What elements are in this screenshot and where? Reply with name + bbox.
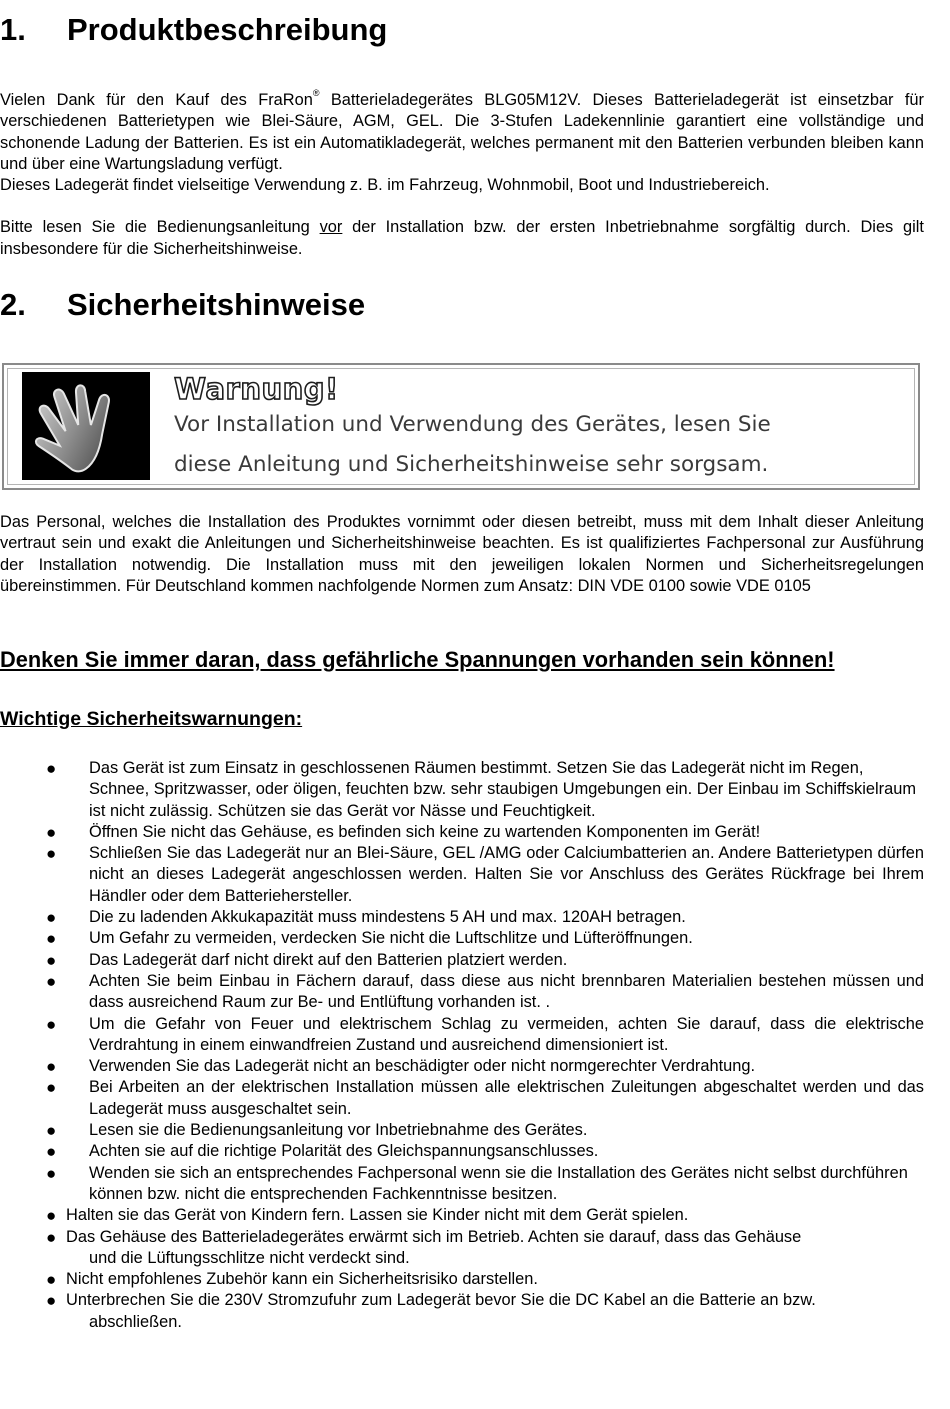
- bullet-icon: ●: [46, 1291, 57, 1311]
- bullet-icon: ●: [46, 1078, 57, 1098]
- list-item: ● Bei Arbeiten an der elektrischen Installation müssen alle elektrischen Zuleitungen abgeschaltet werden und das Ladegerät muss ausgeschaltet sein.: [46, 1078, 924, 1118]
- bullet-icon: ●: [46, 1057, 57, 1077]
- bullet-icon: ●: [46, 908, 57, 928]
- section-1-number: 1.: [0, 12, 26, 47]
- warning-title: Warnung!: [174, 372, 339, 406]
- voltage-notice: Denken Sie immer daran, dass gefährliche Spannungen vorhanden sein können!: [0, 647, 835, 672]
- hand-stop-icon: [22, 372, 150, 480]
- list-item: ● Halten sie das Gerät von Kindern fern. Lassen sie Kinder nicht mit dem Gerät spielen.: [46, 1206, 689, 1226]
- list-item: ● Um die Gefahr von Feuer und elektrischem Schlag zu vermeiden, achten Sie darauf, dass die elektrische Verdrahtung in einem einwandfreien Zustand und ausreichend dimensioniert ist.: [46, 1014, 924, 1054]
- bullet-icon: ●: [46, 1227, 57, 1247]
- warning-line-1: Vor Installation und Verwendung des Gerätes, lesen Sie: [174, 412, 771, 437]
- list-item: ● Nicht empfohlenes Zubehör kann ein Sicherheitsrisiko darstellen.: [46, 1270, 538, 1290]
- list-item: ● Um Gefahr zu vermeiden, verdecken Sie nicht die Luftschlitze und Lüfteröffnungen.: [46, 929, 693, 949]
- list-item: ● Verwenden Sie das Ladegerät nicht an beschädigter oder nicht normgerechter Verdrahtung.: [46, 1057, 756, 1077]
- bullet-icon: ●: [46, 1206, 57, 1226]
- bullet-icon: ●: [46, 1121, 57, 1141]
- emphasis-vor: vor: [319, 218, 343, 237]
- bullet-icon: ●: [46, 1163, 57, 1183]
- registered-mark: ®: [312, 88, 320, 98]
- warning-line-2: diese Anleitung und Sicherheitshinweise sehr sorgsam.: [174, 452, 769, 477]
- bullet-icon: ●: [46, 844, 57, 864]
- bullet-icon: ●: [46, 759, 57, 778]
- section-1-title: Produktbeschreibung: [67, 12, 388, 47]
- list-item: ● Schließen Sie das Ladegerät nur an Blei-Säure, GEL /AMG oder Calciumbatterien an. Andere Batterietypen dürfen nicht an dieses Ladegerät angeschlossen werden. Halten Sie vor Anschluss des Gerätes Rückfrage bei Ihrem Händler oder dem Batteriehersteller.: [46, 844, 924, 905]
- list-item: ● Lesen sie die Bedienungsanleitung vor Inbetriebnahme des Gerätes.: [46, 1121, 588, 1141]
- bullet-icon: ●: [46, 971, 57, 991]
- list-item: ● Die zu ladenden Akkukapazität muss mindestens 5 AH und max. 120AH betragen.: [46, 908, 686, 928]
- list-item: ● Das Gehäuse des Batterieladegerätes erwärmt sich im Betrieb. Achten sie darauf, dass das Gehäuse und die Lüftungsschlitze nicht verdeckt sind.: [46, 1227, 802, 1267]
- bullet-icon: ●: [46, 1270, 57, 1290]
- bullet-icon: ●: [46, 1142, 57, 1162]
- usage-paragraph: Dieses Ladegerät findet vielseitige Verwendung z. B. im Fahrzeug, Wohnmobil, Boot und Industriebereich.: [0, 176, 770, 195]
- bullet-icon: ●: [46, 822, 57, 842]
- intro-paragraph: Vielen Dank für den Kauf des FraRon® Batterieladegerätes BLG05M12V. Dieses Batterieladegerät ist einsetzbar für verschiedenen Batterietypen wie Blei-Säure, AGM, GEL. Die 3-Stufen Ladekennlinie garantiert eine vollständige und schonende Ladung der Batterien. Es ist ein Automatikladegerät, welches permanent mit den Batterien verbunden bleiben kann und über eine Wartungsladung verfügt.: [0, 88, 924, 173]
- section-2-heading: [0, 287, 365, 323]
- list-item: ● Das Ladegerät darf nicht direkt auf den Batterien platziert werden.: [46, 950, 568, 970]
- list-item: ● Wenden sie sich an entsprechendes Fachpersonal wenn sie die Installation des Gerätes nicht selbst durchführen können bzw. nicht die entsprechenden Fachkenntnisse besitzen.: [46, 1163, 908, 1203]
- bullet-icon: ●: [46, 950, 57, 970]
- safety-warnings-list: [0, 758, 924, 1333]
- list-item: ● Öffnen Sie nicht das Gehäuse, es befinden sich keine zu wartenden Komponenten im Gerät!: [46, 822, 761, 842]
- list-item: ● Das Gerät ist zum Einsatz in geschlossenen Räumen bestimmt. Setzen Sie das Ladegerät nicht im Regen, Schnee, Spritzwasser, oder öligen, feuchten bzw. sehr staubigen Umgebungen ein. Der Einbau im Schiffskielraum ist nicht zulässig. Schützen sie das Gerät vor Nässe und Feuchtigkeit.: [46, 759, 916, 820]
- section-1-heading: [0, 12, 387, 48]
- section-2-number: 2.: [0, 287, 26, 322]
- list-item: ● Achten Sie beim Einbau in Fächern darauf, dass diese aus nicht brennbaren Materialien bestehen müssen und dass ausreichend Raum zur Be- und Entlüftung vorhanden ist. .: [46, 971, 924, 1012]
- warning-box: [2, 363, 920, 490]
- section-2-title: Sicherheitshinweise: [67, 287, 366, 322]
- read-manual-paragraph: Bitte lesen Sie die Bedienungsanleitung vor der Installation bzw. der ersten Inbetriebnahme sorgfältig durch. Dies gilt insbesondere für die Sicherheitshinweise.: [0, 218, 924, 258]
- bullet-icon: ●: [46, 1014, 57, 1034]
- product-description: [0, 90, 924, 260]
- bullet-icon: ●: [46, 929, 57, 949]
- list-item: ● Achten sie auf die richtige Polarität des Gleichspannungsanschlusses.: [46, 1142, 599, 1162]
- safety-warnings-heading: Wichtige Sicherheitswarnungen:: [0, 708, 303, 730]
- personnel-paragraph: Das Personal, welches die Installation des Produktes vornimmt oder diesen betreibt, muss mit dem Inhalt dieser Anleitung vertraut sein und exakt die Anleitungen und Sicherheitshinweise beachten. Es ist qualifiziertes Fachpersonal zur Ausführung der Installation notwendig. Die Installation muss mit den jeweiligen lokalen Normen und Sicherheitsregelungen übereinstimmen. Für Deutschland kommen nachfolgende Normen zum Ansatz: DIN VDE 0100 sowie VDE 0105: [0, 513, 924, 595]
- list-item: ● Unterbrechen Sie die 230V Stromzufuhr zum Ladegerät bevor Sie die DC Kabel an die Batterie an bzw. abschließen.: [46, 1291, 816, 1331]
